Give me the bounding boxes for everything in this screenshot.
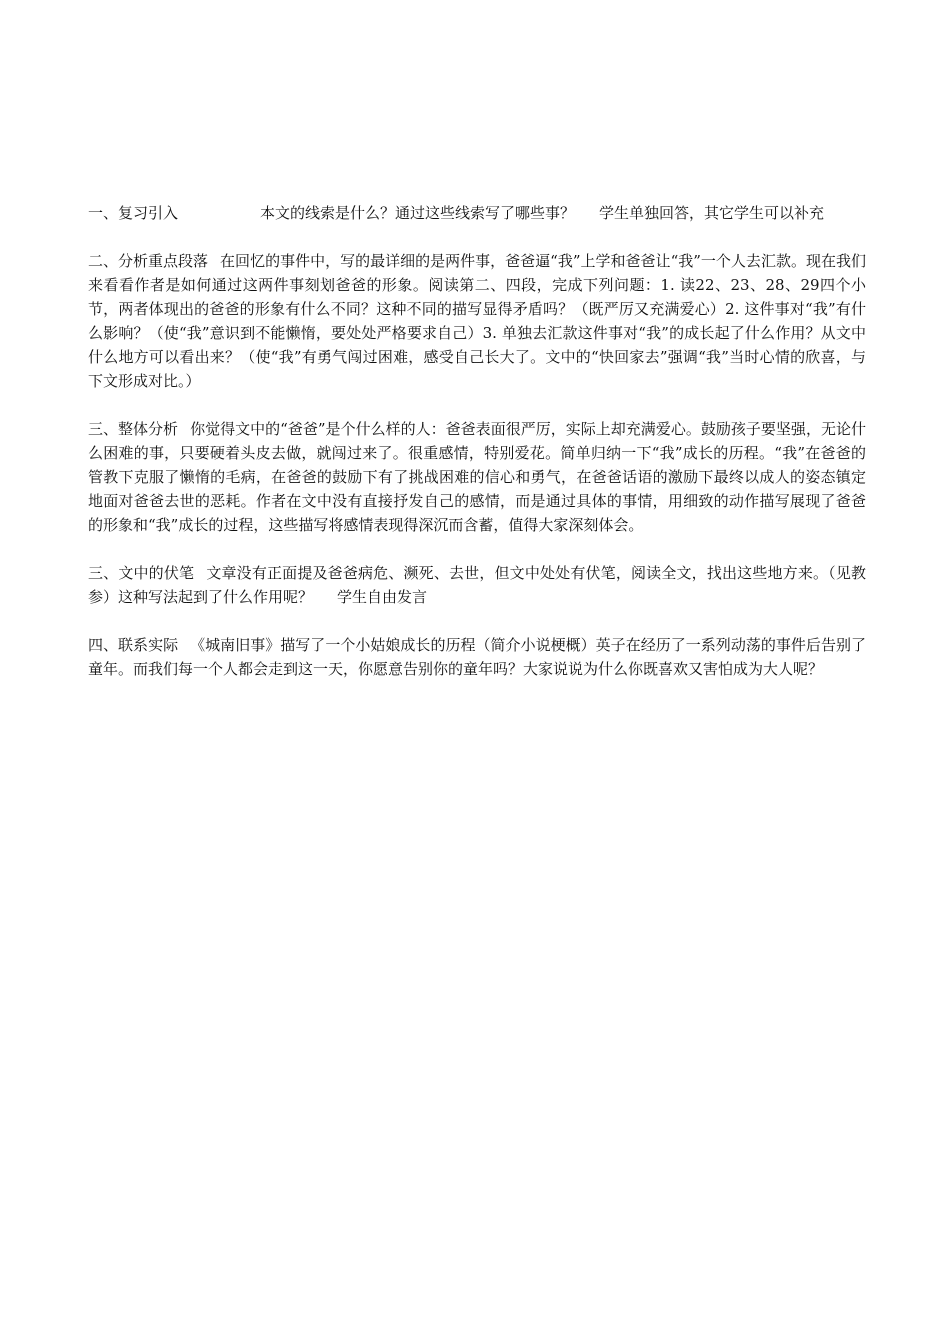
section-heading: 三、文中的伏笔	[88, 564, 195, 582]
section-body: 本文的线索是什么？通过这些线索写了哪些事？	[260, 204, 576, 222]
section-heading: 二、分析重点段落	[88, 252, 209, 270]
section-real-life	[88, 633, 866, 681]
document-page	[88, 201, 866, 705]
section-note: 学生单独回答，其它学生可以补充	[599, 204, 825, 222]
section-note: 学生自由发言	[337, 588, 428, 606]
section-body: 文章没有正面提及爸爸病危、濒死、去世，但文中处处有伏笔，阅读全文，找出这些地方来。（见教参）这种写法起到了什么作用呢？	[88, 564, 866, 606]
section-body: 你觉得文中的“爸爸”是个什么样的人：爸爸表面很严厉，实际上却充满爱心。鼓励孩子要坚强，无论什么困难的事，只要硬着头皮去做，就闯过来了。很重感情，特别爱花。简单归纳一下“我”成长的历程。“我”在爸爸的管教下克服了懒惰的毛病，在爸爸的鼓励下有了挑战困难的信心和勇气，在爸爸话语的激励下最终以成人的姿态镇定地面对爸爸去世的恶耗。作者在文中没有直接抒发自己的感情，而是通过具体的事情，用细致的动作描写展现了爸爸的形象和“我”成长的过程，这些描写将感情表现得深沉而含蓄，值得大家深刻体会。	[88, 420, 866, 534]
section-foreshadowing	[88, 561, 866, 609]
section-heading: 三、整体分析	[88, 420, 179, 438]
section-review-intro	[88, 201, 866, 225]
section-body: 《城南旧事》描写了一个小姑娘成长的历程（简介小说梗概）英子在经历了一系列动荡的事件后告别了童年。而我们每一个人都会走到这一天，你愿意告别你的童年吗？大家说说为什么你既喜欢又害怕成为大人呢？	[88, 636, 866, 678]
section-heading: 四、联系实际	[88, 636, 179, 654]
section-heading: 一、复习引入	[88, 204, 179, 222]
section-key-paragraphs	[88, 249, 866, 393]
section-body: 在回忆的事件中，写的最详细的是两件事，爸爸逼“我”上学和爸爸让“我”一个人去汇款。现在我们来看看作者是如何通过这两件事刻划爸爸的形象。阅读第二、四段，完成下列问题：1. 读22、23、28、29四个小节，两者体现出的爸爸的形象有什么不同？这种不同的描写显得矛盾吗？（既严厉又充满爱心）2. 这件事对“我”有什么影响？（使“我”意识到不能懒惰，要处处严格要求自己）3. 单独去汇款这件事对“我”的成长起了什么作用？从文中什么地方可以看出来？（使“我”有勇气闯过困难，感受自己长大了。文中的“快回家去”强调“我”当时心情的欣喜，与下文形成对比。）	[88, 252, 866, 390]
section-overall-analysis	[88, 417, 866, 537]
